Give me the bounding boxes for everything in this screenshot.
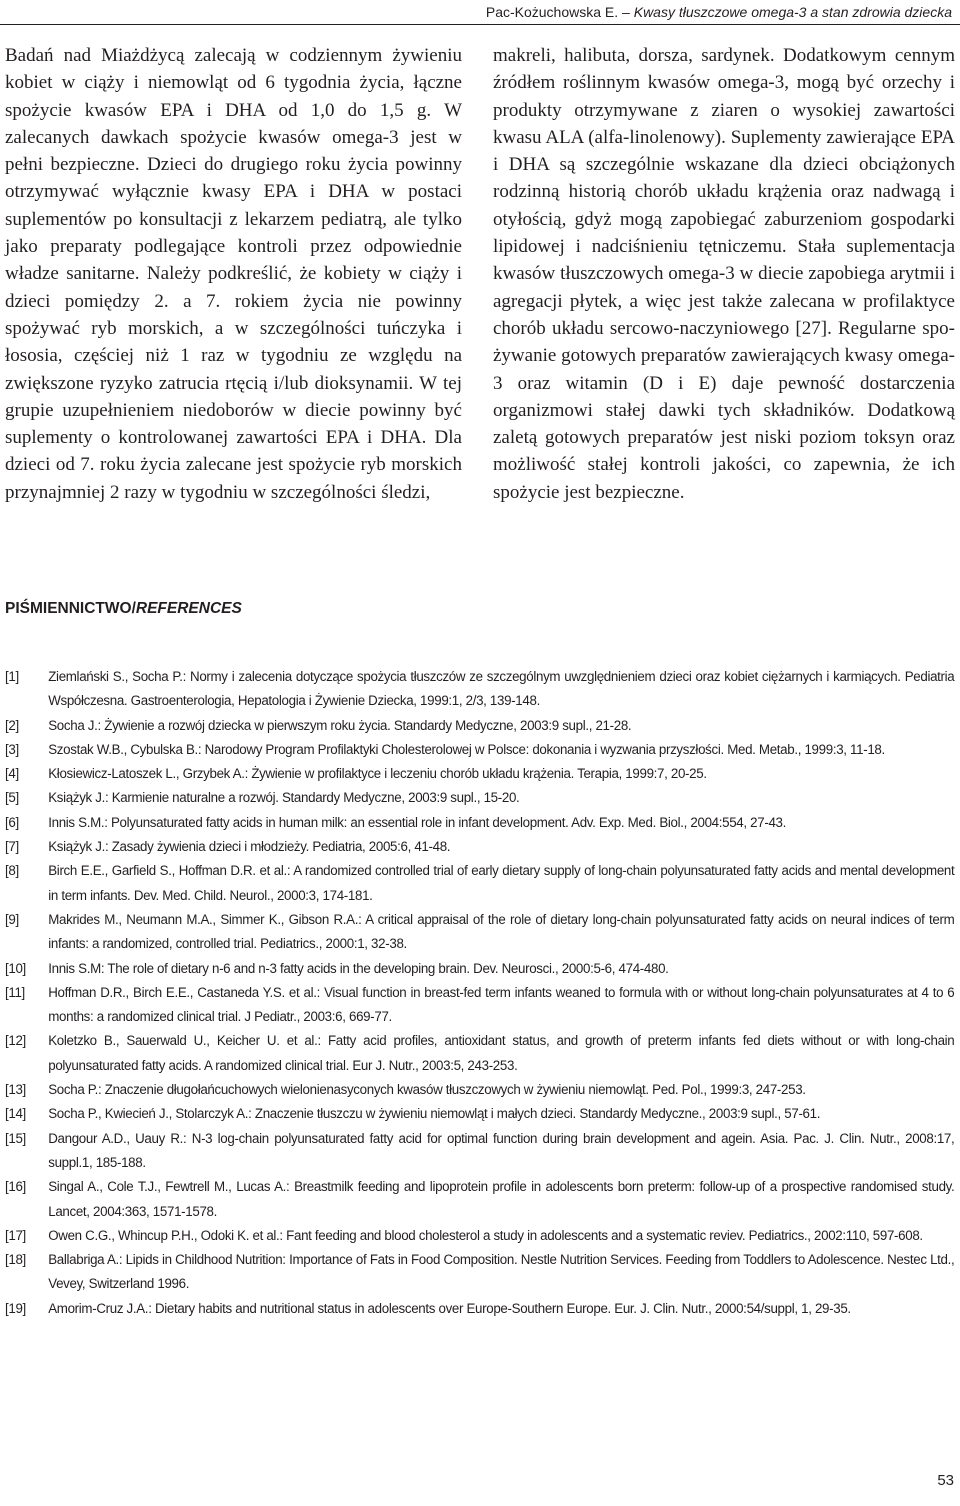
reference-text: Ballabriga A.: Lipids in Childhood Nutrition: Importance of Fats in Food Composition. Nestle Nutrition Services. Feeding from Toddlers to Adolescence. Nestec Ltd., Vevey, Switzerland 1996. [48, 1252, 955, 1293]
header-title: Kwasy tłuszczowe omega-3 a stan zdrowia dziecka [633, 4, 952, 20]
reference-text: Socha P.: Znaczenie długołańcuchowych wielonienasyconych kwasów tłuszczowych w żywieniu niemowląt. Ped. Pol., 1999:3, 247-253. [48, 1082, 806, 1099]
reference-item [5, 786, 954, 810]
references-heading [5, 600, 242, 618]
reference-number: [13] [5, 1082, 26, 1099]
reference-item [5, 1175, 954, 1224]
right-column-text: makreli, halibuta, dorsza, sardynek. Dodatkowym cennym źródłem roślinnym kwasów omega-3, mogą być orzechy i produkty otrzymywane z ziaren o wysokiej zawartości kwasu ALA (alfa-linolenowy). Suplementy zawierające EPA i DHA są szczególnie wskazane dla dzieci obciążonych rodzinną historią chorób układu krążenia oraz nadwagą i otyłością, gdyż mogą zapobiegać zaburzeniom gospodarki lipidowej i nadciśnieniu tętniczemu. Stała suplementacja kwasów tłuszczowych omega-3 w diecie zapobiega arytmii i agregacji płytek, a więc jest także zalecana w profilaktyce chorób układu sercowo-naczyniowego [27]. Regularne spożywanie gotowych preparatów zawierających kwasy omega-3 oraz witamin (D i E) daje pewność dostarczenia organizmowi stałej dawki tych składników. Dodatkową zaletą gotowych preparatów jest niski poziom toksyn oraz możliwość stałej kontroli jakości, co zapewnia, że ich spożycie jest bezpieczne. [493, 45, 955, 503]
reference-number: [11] [5, 984, 25, 1001]
reference-item [5, 738, 954, 762]
reference-item [5, 1102, 954, 1126]
reference-item [5, 1029, 954, 1078]
reference-item [5, 1297, 954, 1321]
reference-text: Makrides M., Neumann M.A., Simmer K., Gibson R.A.: A critical appraisal of the role of dietary long-chain polyunsaturated fatty acids on neural indices of term infants: a randomized, controlled trial. Pediatrics., 2000:1, 32-38. [48, 911, 955, 953]
reference-text: Ziemlański S., Socha P.: Normy i zalecenia dotyczące spożycia tłuszczów ze szczególnym uwzględnieniem dzieci oraz kobiet ciężarnych i karmiących. Pediatria Współczesna. Gastroenterologia, Hepatologia i Żywienie Dziecka, 1999:1, 2/3, 139-148. [48, 669, 955, 710]
reference-item [5, 665, 954, 714]
reference-text: Szostak W.B., Cybulska B.: Narodowy Program Profilaktyki Cholesterolowej w Polsce: dokonania i wyzwania przyszłości. Med. Metab., 1999:3, 11-18. [48, 741, 885, 758]
reference-number: [5] [5, 790, 19, 807]
reference-number: [2] [5, 717, 19, 734]
reference-text: Owen C.G., Whincup P.H., Odoki K. et al.: Fant feeding and blood cholesterol a study in adolescents and a systematic reviev. Pediatrics., 2002:110, 597-608. [48, 1227, 923, 1244]
references-list [5, 665, 954, 1321]
left-column-text: Badań nad Miażdżycą zalecają w codziennym żywieniu kobiet w ciąży i niemowląt od 6 tygodnia życia, łączne spożycie kwasów EPA i DHA od 1,0 do 1,5 g. W zalecanych dawkach spożycie kwasów omega-3 jest w pełni bezpieczne. Dzieci do drugiego roku życia powinny otrzymywać wyłącznie kwasy EPA i DHA w postaci suplementów po konsultacji z lekarzem pediatrą, ale tylko jako preparaty podlegające kontroli przez odpowiednie władze sanitarne. Należy podkreślić, że kobiety w ciąży i dzieci pomiędzy 2. a 7. rokiem życia nie powinny spożywać ryb morskich, a w szczególności tuńczyka i łososia, częściej niż 1 raz w tygodniu ze względu na zwiększone ryzyko zatrucia rtęcią i/lub dioksynamii. W tej grupie uzupełnieniem niedoborów w diecie powinny być suplementy o kontrolowanej zawartości EPA i DHA. Dla dzieci od 7. roku życia zalecane jest spożycie ryb morskich przynajmniej 2 razy w tygodniu w szczególności śledzi, [5, 45, 462, 503]
reference-number: [8] [5, 863, 19, 880]
reference-item [5, 1127, 954, 1176]
reference-number: [12] [5, 1033, 26, 1050]
reference-text: Socha P., Kwiecień J., Stolarczyk A.: Znaczenie tłuszczu w żywieniu niemowląt i małych dzieci. Standardy Medyczne., 2003:9 supl., 57-61. [48, 1106, 821, 1123]
reference-text: Książyk J.: Karmienie naturalne a rozwój. Standardy Medyczne, 2003:9 supl., 15-20. [48, 790, 520, 807]
reference-text: Innis S.M: The role of dietary n-6 and n-3 fatty acids in the developing brain. Dev. Neurosci., 2000:5-6, 474-480. [48, 960, 669, 977]
reference-text: Socha J.: Żywienie a rozwój dziecka w pierwszym roku życia. Standardy Medyczne, 2003:9 supl., 21-28. [48, 717, 632, 734]
reference-number: [1] [5, 669, 19, 685]
reference-item [5, 835, 954, 859]
reference-item [5, 1078, 954, 1102]
reference-number: [15] [5, 1130, 26, 1147]
reference-text: Singal A., Cole T.J., Fewtrell M., Lucas A.: Breastmilk feeding and lipoprotein profile in adolescents born preterm: follow-up of a prospective randomised study. Lancet, 2004:363, 1571-1578. [48, 1179, 955, 1220]
body-left-column [5, 42, 462, 506]
references-heading-english: REFERENCES [135, 600, 242, 617]
reference-item [5, 908, 954, 957]
reference-item [5, 981, 954, 1030]
reference-number: [19] [5, 1300, 26, 1317]
reference-item [5, 1248, 954, 1297]
reference-number: [4] [5, 766, 19, 783]
reference-text: Koletzko B., Sauerwald U., Keicher U. et al.: Fatty acid profiles, antioxidant status, and growth of preterm infants fed diets without or with long-chain polyunsaturated fatty acids. A randomized clinical trial. Eur J. Nutr., 2003:5, 243-253. [48, 1033, 955, 1074]
reference-text: Innis S.M.: Polyunsaturated fatty acids in human milk: an essential role in infant development. Adv. Exp. Med. Biol., 2004:554, 27-43. [48, 814, 786, 831]
header-separator: – [622, 4, 630, 20]
reference-number: [18] [5, 1252, 26, 1269]
reference-text: Książyk J.: Zasady żywienia dzieci i młodzieży. Pediatria, 2005:6, 41-48. [48, 839, 451, 856]
reference-text: Amorim-Cruz J.A.: Dietary habits and nutritional status in adolescents over Europe-Southern Europe. Eur. J. Clin. Nutr., 2000:54/suppl, 1, 29-35. [48, 1300, 851, 1317]
reference-number: [17] [5, 1227, 26, 1244]
header-rule [0, 24, 960, 25]
header-author: Pac-Kożuchowska E. [485, 4, 619, 20]
reference-number: [9] [5, 911, 19, 928]
reference-number: [16] [5, 1179, 26, 1196]
reference-number: [7] [5, 839, 19, 856]
running-header [486, 4, 952, 20]
page-number: 53 [937, 1472, 954, 1489]
reference-item [5, 714, 954, 738]
reference-text: Dangour A.D., Uauy R.: N-3 log-chain polyunsaturated fatty acid for optimal function during brain development and agein. Asia. Pac. J. Clin. Nutr., 2008:17, suppl.1, 185-188. [48, 1130, 955, 1171]
reference-item [5, 859, 954, 908]
references-heading-polish: PIŚMIENNICTWO/ [5, 600, 136, 617]
reference-number: [10] [5, 960, 26, 977]
reference-number: [3] [5, 741, 19, 758]
reference-number: [14] [5, 1106, 26, 1123]
reference-text: Birch E.E., Garfield S., Hoffman D.R. et al.: A randomized controlled trial of early dietary supply of long-chain polyunsaturated fatty acids and mental development in term infants. Dev. Med. Child. Neurol., 2000:3, 174-181. [48, 863, 955, 904]
reference-item [5, 1224, 954, 1248]
body-right-column [493, 42, 955, 506]
reference-number: [6] [5, 814, 19, 831]
reference-text: Hoffman D.R., Birch E.E., Castaneda Y.S. et al.: Visual function in breast-fed term infants weaned to formula with or without long-chain polyunsaturates at 4 to 6 months: a randomized clinical trial. J Pediatr., 2003:6, 669-77. [48, 984, 955, 1026]
reference-item [5, 762, 954, 786]
reference-item [5, 957, 954, 981]
reference-text: Kłosiewicz-Latoszek L., Grzybek A.: Żywienie w profilaktyce i leczeniu chorób układu krążenia. Terapia, 1999:7, 20-25. [48, 766, 707, 783]
reference-item [5, 811, 954, 835]
